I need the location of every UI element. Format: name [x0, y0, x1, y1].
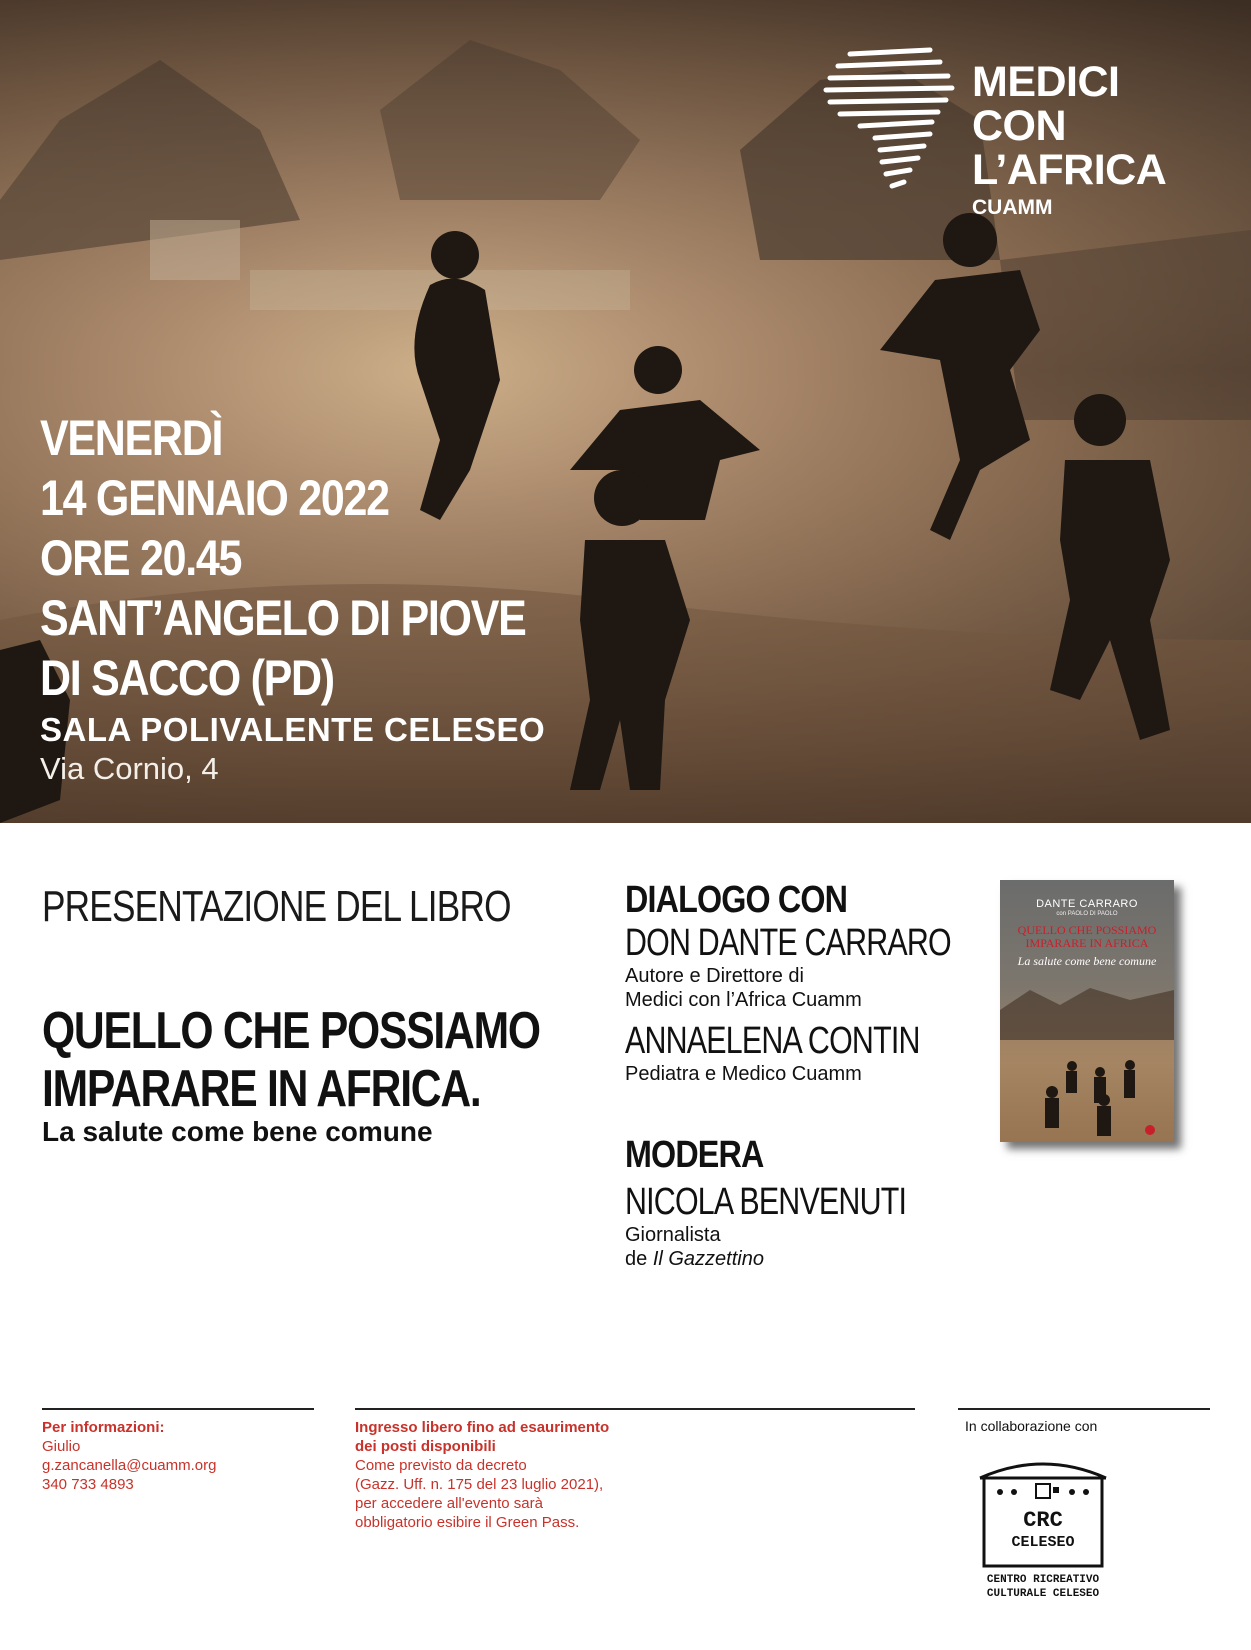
book-cover-coauthor: con PAOLO DI PAOLO: [1056, 911, 1118, 917]
moderator-heading: MODERA: [625, 1134, 764, 1176]
crc-line-2: CULTURALE CELESEO: [986, 1588, 1100, 1600]
speaker-name: ANNAELENA CONTIN: [625, 1020, 920, 1062]
footer-divider: [42, 1408, 314, 1410]
event-address: Via Cornio, 4: [40, 751, 219, 786]
event-date: 14 GENNAIO 2022: [40, 470, 389, 526]
footer-divider: [355, 1408, 915, 1410]
event-town-2: DI SACCO (PD): [40, 650, 334, 706]
moderator-outlet-prefix: de: [625, 1248, 653, 1270]
africa-map-icon: [820, 42, 960, 192]
book-cover-author: DANTE CARRARO: [1036, 898, 1138, 910]
entry-note: (Gazz. Uff. n. 175 del 23 luglio 2021),: [355, 1476, 604, 1493]
book-cover-subtitle: La salute come bene comune: [1017, 954, 1157, 968]
footer-info: [42, 1418, 216, 1494]
hero-photo: [0, 0, 1251, 823]
book-title-line-2: IMPARARE IN AFRICA.: [42, 1060, 481, 1118]
moderator-section: [625, 1133, 955, 1271]
moderator-outlet: Il Gazzettino: [652, 1248, 764, 1270]
crc-name: CELESEO: [1011, 1534, 1075, 1551]
crc-acronym: CRC: [1023, 1508, 1063, 1533]
entry-note: obbligatorio esibire il Green Pass.: [355, 1514, 580, 1531]
entry-note: Come previsto da decreto: [355, 1457, 527, 1474]
crc-celeseo-logo: [968, 1452, 1118, 1602]
book-title-block: [42, 1002, 649, 1148]
book-title-line-1: QUELLO CHE POSSIAMO: [42, 1002, 540, 1060]
speaker-name: DON DANTE CARRARO: [625, 922, 951, 964]
event-venue: SALA POLIVALENTE CELESEO: [40, 711, 546, 748]
cuamm-logo: [820, 42, 1210, 219]
event-town: SANT’ANGELO DI PIOVE: [40, 590, 526, 646]
footer-divider: [958, 1408, 1210, 1410]
moderator-outlet-line: [625, 1247, 955, 1271]
speaker-role: Autore e Direttore di: [625, 965, 804, 987]
book-subtitle: La salute come bene comune: [42, 1116, 433, 1147]
speaker-role: Pediatra e Medico Cuamm: [625, 1063, 862, 1085]
info-name: Giulio: [42, 1438, 81, 1455]
entry-note: per accedere all'evento sarà: [355, 1495, 543, 1512]
collab-label: In collaborazione con: [965, 1418, 1098, 1434]
speaker-role: Medici con l’Africa Cuamm: [625, 989, 862, 1011]
book-cover-title: QUELLO CHE POSSIAMO IMPARARE IN AFRICA: [1017, 923, 1157, 950]
entry-heading: Ingresso libero fino ad esaurimento: [355, 1419, 610, 1436]
crc-line-1: CENTRO RICREATIVO: [986, 1574, 1100, 1586]
info-email-link[interactable]: g.zancanella@cuamm.org: [42, 1457, 217, 1474]
moderator-name: NICOLA BENVENUTI: [625, 1181, 907, 1223]
logo-line-1: MEDICI: [972, 58, 1120, 106]
book-cover-photo: [1000, 970, 1174, 1142]
dialogue-heading: DIALOGO CON: [625, 879, 848, 921]
event-details: [40, 408, 605, 788]
logo-line-2: CON L’AFRICA: [972, 102, 1167, 194]
info-phone: 340 733 4893: [42, 1476, 134, 1493]
entry-heading: dei posti disponibili: [355, 1438, 496, 1455]
presentation-heading: PRESENTAZIONE DEL LIBRO: [42, 882, 511, 931]
book-cover: [1000, 880, 1174, 1142]
info-heading: Per informazioni:: [42, 1419, 165, 1436]
event-day: VENERDÌ: [40, 410, 223, 466]
footer-entry: [355, 1418, 609, 1532]
logo-line-3: CUAMM: [972, 196, 1053, 219]
dialogue-section: [625, 878, 955, 1086]
moderator-role: Giornalista: [625, 1224, 721, 1246]
event-time: ORE 20.45: [40, 530, 242, 586]
